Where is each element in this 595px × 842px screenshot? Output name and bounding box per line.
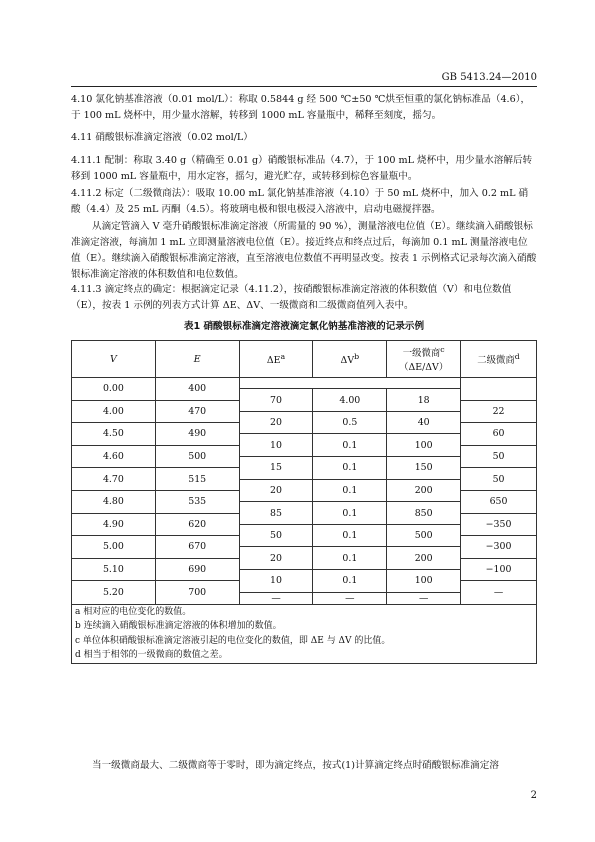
cell-second-derivative: 60	[461, 423, 537, 446]
closing-text: 当一级微商最大、二级微商等于零时，即为滴定终点，按式(1)计算滴定终点时硝酸银标准滴定溶	[92, 760, 499, 771]
header-e: E	[155, 341, 239, 378]
cell-first-derivative: 150	[387, 457, 461, 480]
cell-v: 5.10	[72, 558, 156, 581]
cell-delta-v: —	[313, 592, 387, 604]
cell-delta-e: 15	[239, 457, 313, 480]
header-delta-e: $\Delta E^a$	[239, 341, 313, 378]
note-d: d 相当于相邻的一级微商的数值之差。	[75, 650, 228, 661]
cell-first-derivative: 18	[387, 389, 461, 412]
cell-v: 4.50	[72, 423, 156, 446]
cell-delta-v: 0.1	[313, 434, 387, 457]
cell-delta-v: 0.5	[313, 411, 387, 434]
cell-delta-v: 0.1	[313, 524, 387, 547]
cell-second-derivative: 22	[461, 400, 537, 423]
cell-first-derivative: 100	[387, 570, 461, 593]
cell-second-derivative: 650	[461, 490, 537, 513]
cell-e: 535	[155, 490, 239, 513]
cell-second-derivative: −100	[461, 558, 537, 581]
cell-e: 620	[155, 513, 239, 536]
cell-second-derivative: 50	[461, 468, 537, 491]
cell-delta-e: 20	[239, 411, 313, 434]
cell-delta-e: 20	[239, 479, 313, 502]
cell-delta-v: 0.1	[313, 457, 387, 480]
cell-e: 700	[155, 581, 239, 604]
cell-first-derivative: 100	[387, 434, 461, 457]
cell-delta-e: 20	[239, 547, 313, 570]
cell-second-derivative: —	[461, 581, 537, 604]
standard-code: GB 5413.24—2010	[441, 72, 537, 83]
cell-v: 0.00	[72, 378, 156, 401]
cell-e: 670	[155, 536, 239, 559]
table-notes	[72, 604, 537, 663]
cell-delta-v: 4.00	[313, 389, 387, 412]
header-delta-v: $\Delta V^b$	[313, 341, 387, 378]
cell-v: 4.00	[72, 400, 156, 423]
note-c: c 单位体积硝酸银标准滴定溶液引起的电位变化的数值，即 ΔE 与 ΔV 的比值。	[75, 635, 391, 646]
clause-4-11-2: 4.11.2 标定（二级微商法）：吸取 10.00 mL 氯化钠基准溶液（4.10）于 50 mL 烧杯中，加入 0.2 mL 硝酸（4.4）及 25 mL 丙酮（4.5）。将玻璃电极和银电极浸入溶液中，启动电磁搅拌器。	[71, 188, 529, 215]
clause-4-11-1: 4.11.1 配制：称取 3.40 g（精确至 0.01 g）硝酸银标准品（4.7），于 100 mL 烧杯中，用少量水溶解后转移到 1000 mL 容量瓶中，用水定容，摇匀，避光贮存，或转移到棕色容量瓶中。	[71, 155, 533, 182]
cell-delta-e: 50	[239, 524, 313, 547]
cell-delta-e: 70	[239, 389, 313, 412]
cell-e: 470	[155, 400, 239, 423]
cell-first-derivative: 200	[387, 547, 461, 570]
table-caption: 表1 硝酸银标准滴定溶液滴定氯化钠基准溶液的记录示例	[183, 321, 425, 332]
cell-first-derivative: 40	[387, 411, 461, 434]
cell-delta-e: 10	[239, 570, 313, 593]
page-number: 2	[530, 790, 537, 801]
clause-4-11: 4.11 硝酸银标准滴定溶液（0.02 mol/L）	[71, 132, 253, 143]
titration-record-table	[71, 340, 537, 664]
cell-first-derivative: —	[387, 592, 461, 604]
cell-delta-v: 0.1	[313, 570, 387, 593]
cell-v: 4.80	[72, 490, 156, 513]
cell-v: 5.00	[72, 536, 156, 559]
cell-delta-v: 0.1	[313, 479, 387, 502]
cell-first-derivative: 200	[387, 479, 461, 502]
cell-second-derivative: −350	[461, 513, 537, 536]
header-rule	[71, 86, 537, 87]
header-first-derivative: 一级微商$^c$ （ΔE/ΔV）	[387, 341, 461, 378]
titration-procedure: 从滴定管滴入 V 毫升硝酸银标准滴定溶液（所需量的 90 %），测量溶液电位值（E）。继续滴入硝酸银标准滴定溶液，每滴加 1 mL 立即测量溶液电位值（E）。接近终点和终点过后，每滴加 0.1 mL 测量溶液电位值（E）。继续滴入硝酸银标准滴定溶液，直至溶液电位数值不再明显改变。按表 1 示例格式记录每次滴入硝酸银标准滴定溶液的体积数值和电位数值。	[71, 221, 537, 280]
cell-delta-v: 0.1	[313, 502, 387, 525]
clause-4-10: 4.10 氯化钠基准溶液（0.01 mol/L）：称取 0.5844 g 经 500 ℃±50 ℃烘至恒重的氯化钠标准品（4.6），于 100 mL 烧杯中，用少量水溶解，转移到 1000 mL 容量瓶中，稀释至刻度，摇匀。	[71, 94, 531, 121]
cell-e: 500	[155, 445, 239, 468]
note-a: a 相对应的电位变化的数值。	[75, 606, 192, 617]
header-second-derivative: 二级微商$^d$	[461, 341, 537, 378]
header-v: V	[72, 341, 156, 378]
cell-second-derivative: −300	[461, 536, 537, 559]
cell-e: 690	[155, 558, 239, 581]
cell-first-derivative: 850	[387, 502, 461, 525]
note-b: b 连续滴入硝酸银标准滴定溶液的体积增加的数值。	[75, 621, 282, 632]
cell-first-derivative: 500	[387, 524, 461, 547]
cell-v: 4.90	[72, 513, 156, 536]
cell-delta-e: —	[239, 592, 313, 604]
table-body	[72, 378, 537, 605]
cell-delta-e: 85	[239, 502, 313, 525]
cell-v: 4.70	[72, 468, 156, 491]
cell-delta-v: 0.1	[313, 547, 387, 570]
cell-e: 490	[155, 423, 239, 446]
clause-4-11-3: 4.11.3 滴定终点的确定：根据滴定记录（4.11.2），按硝酸银标准滴定溶液的体积数值（V）和电位数值（E），按表 1 示例的列表方式计算 ΔE、ΔV、一级微商和二级微商值列入表中。	[71, 284, 512, 311]
cell-e: 515	[155, 468, 239, 491]
cell-v: 5.20	[72, 581, 156, 604]
cell-delta-e: 10	[239, 434, 313, 457]
cell-e: 400	[155, 378, 239, 401]
cell-second-derivative: 50	[461, 445, 537, 468]
cell-v: 4.60	[72, 445, 156, 468]
